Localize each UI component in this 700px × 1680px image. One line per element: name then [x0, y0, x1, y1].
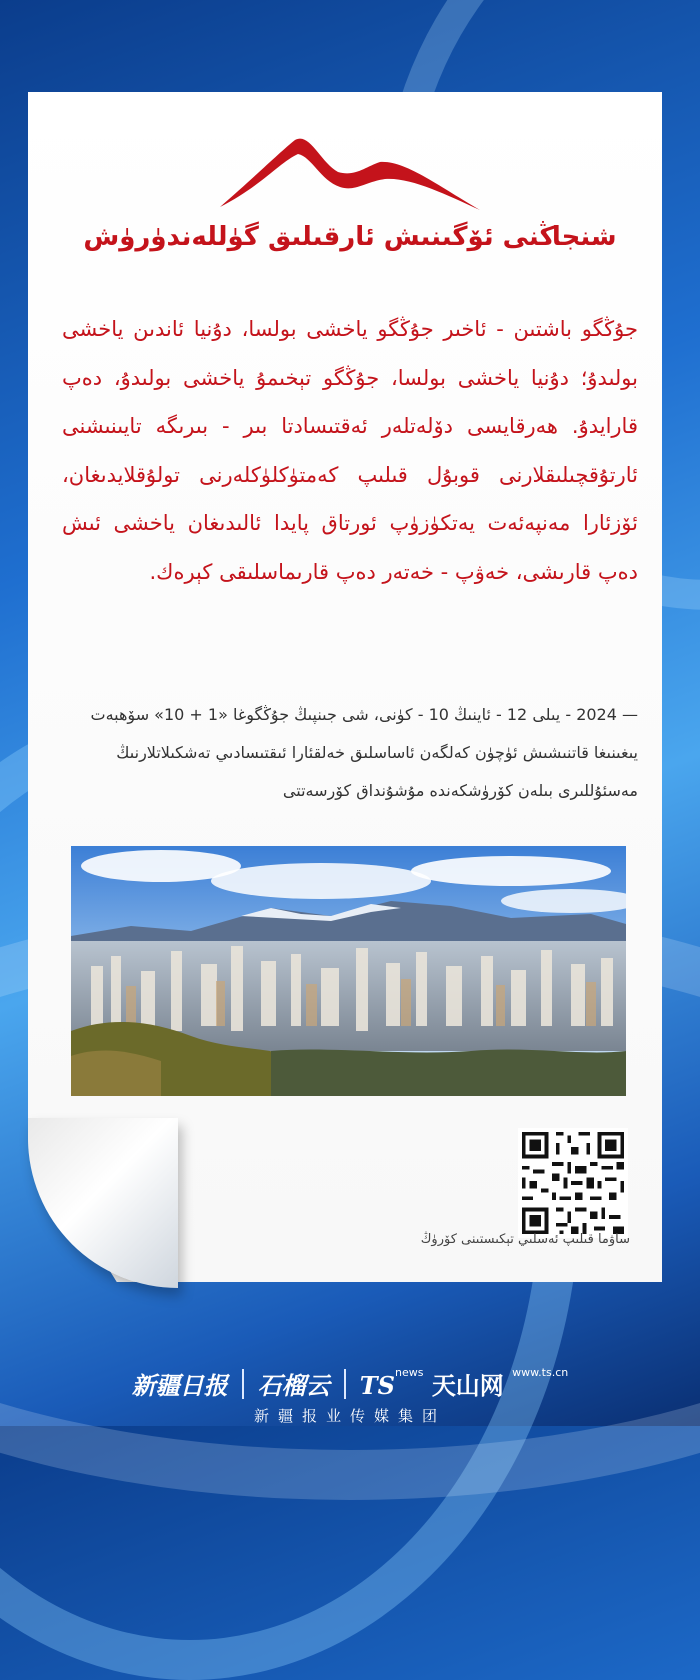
brand-divider [344, 1369, 346, 1399]
paper-card [28, 92, 662, 1282]
tianshan-net-logo [360, 1366, 568, 1401]
shiliuyun-logo: 石榴云 [257, 1371, 330, 1400]
media-group-name: 新疆报业传媒集团 [253, 1407, 446, 1425]
qr-caption: ساۋما قىلىپ ئەسلىي تېكىستىنى كۆرۈڭ [420, 1232, 630, 1247]
footer-brands [0, 1366, 700, 1401]
source-quote: — 2024 - يىلى 12 - ئاينىڭ 10 - كۈنى، شى جىنپىڭ جۇڭگوغا «1 + 10» سۆھبەت يىغىنىغا قاتنىشىش ئۈچۈن كەلگەن ئاساسلىق خەلقئارا ئىقتىسادىي تەشكىلاتلارنىڭ مەسئۇللىرى بىلەن كۆرۈشكەندە مۇشۇنداق كۆرسەتتى [90, 705, 638, 800]
tianshan-net-news: news [394, 1366, 424, 1379]
page-title: شنجاڭنى ئۆگىنىش ئارقىلىق گۈللەندۈرۈش [83, 222, 617, 252]
red-mountain-logo [220, 132, 480, 212]
brand-divider [242, 1369, 244, 1399]
tianshan-net-mark: TS [359, 1371, 395, 1400]
tianshan-net-url: www.ts.cn [512, 1366, 569, 1379]
xinjiang-daily-logo: 新疆日报 [131, 1371, 228, 1400]
city-skyline-photo [71, 846, 626, 1096]
article-body: جۇڭگو باشتىن - ئاخىر جۇڭگو ياخشى بولسا، دۇنيا ئاندىن ياخشى بولىدۇ؛ دۇنيا ياخشى بولسا، جۇڭگو تېخىمۇ ياخشى بولىدۇ، دەپ قارايدۇ. ھەرقايسى دۆلەتلەر ئەقتىسادتا بىر - بىرىگە تايىنىشنى ئارتۇقچىلىقلارنى قوبۇل قىلىپ كەمتۈكلۈكلەرنى تولۇقلايدىغان، ئۆزئارا مەنپەئەت يەتكۈزۈپ ئورتاق پايدا ئالىدىغان ياخشى ئىش دەپ قارىشى، خەۋپ - خەتەر دەپ قارىماسلىقى كېرەك. [62, 317, 638, 584]
tianshan-net-name: 天山网 [431, 1372, 504, 1400]
qr-code[interactable] [518, 1128, 628, 1238]
